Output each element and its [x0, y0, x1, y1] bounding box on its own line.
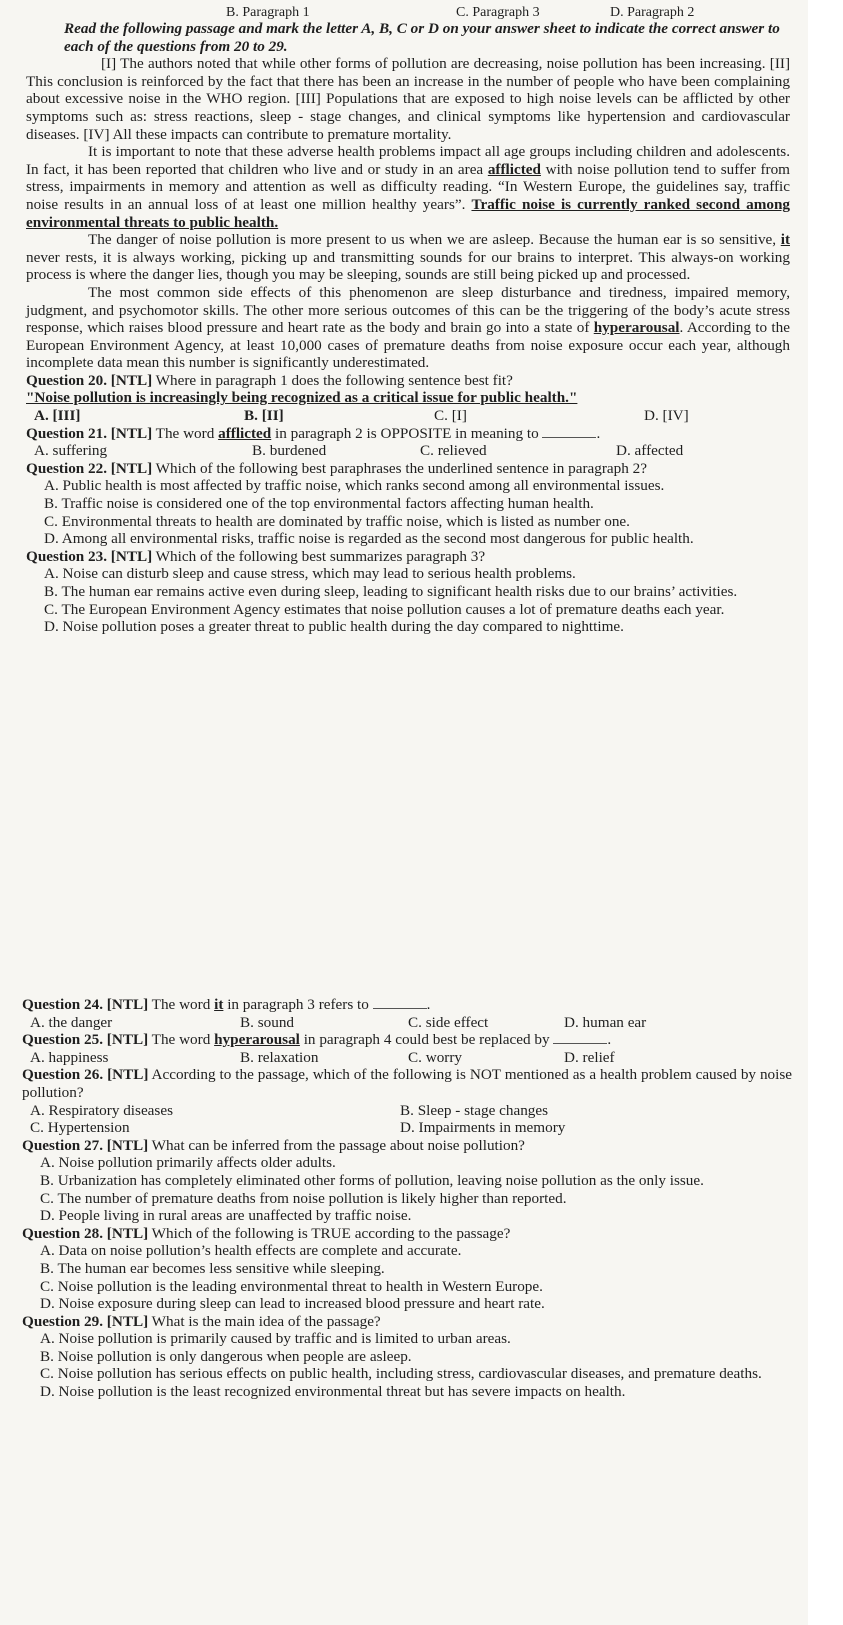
- q20-head: Question 20. [NTL]: [26, 371, 153, 389]
- q27-text: What can be inferred from the passage about noise pollution?: [148, 1136, 525, 1154]
- q22-head: Question 22. [NTL]: [26, 459, 153, 477]
- q20-options: [26, 407, 790, 425]
- q25-text-b: in paragraph 4 could best be replaced by: [299, 1031, 550, 1049]
- q28-option-a[interactable]: A. Data on noise pollution’s health effects are complete and accurate.: [40, 1242, 462, 1260]
- q29-head: Question 29. [NTL]: [22, 1312, 149, 1330]
- p2-underlined-sentence: Traffic noise is currently ranked second among environmental threats to public health.: [26, 195, 790, 231]
- q29-option-d[interactable]: D. Noise pollution is the least recognized environmental threat but has severe impacts on health.: [40, 1383, 626, 1401]
- previous-question-options: [26, 6, 790, 20]
- q20-option-d[interactable]: D. [IV]: [644, 407, 689, 425]
- q26-option-d[interactable]: D. Impairments in memory: [400, 1119, 566, 1137]
- question-22: [26, 460, 790, 548]
- q29-option-c[interactable]: C. Noise pollution has serious effects on public health, including stress, cardiovascular diseases, and premature deaths.: [40, 1365, 762, 1383]
- p4-text-b: . According to the European Environment Agency, at least 10,000 cases of premature deaths from noise exposure occur each year, although incomplete data mean this number is significantly underestimated.: [26, 319, 790, 372]
- q29-option-a[interactable]: A. Noise pollution is primarily caused by traffic and is limited to urban areas.: [40, 1330, 511, 1348]
- q25-options: [22, 1049, 792, 1067]
- q29-text: What is the main idea of the passage?: [148, 1312, 381, 1330]
- q22-option-d[interactable]: D. Among all environmental risks, traffic noise is regarded as the second most dangerous for public health.: [44, 530, 694, 548]
- q21-head: Question 21. [NTL]: [26, 424, 153, 442]
- q27-option-c[interactable]: C. The number of premature deaths from noise pollution is likely higher than reported.: [40, 1189, 567, 1207]
- q28-option-d[interactable]: D. Noise exposure during sleep can lead to increased blood pressure and heart rate.: [40, 1295, 545, 1313]
- q22-text: Which of the following best paraphrases the underlined sentence in paragraph 2?: [152, 459, 647, 477]
- question-23: [26, 548, 790, 636]
- passage-paragraph-3: [26, 231, 790, 284]
- passage-paragraph-1: [I] The authors noted that while other forms of pollution are decreasing, noise pollution has been increasing. [II] This conclusion is reinforced by the fact that there has been an increase in the number of people who have been complaining about excessive noise in the WHO region. [III] Populations that are exposed to high noise levels can be afflicted by other symptoms such as: stress reactions, sleep - stage changes, and clinical symptoms like hypertension and cardiovascular diseases. [IV] All these impacts can contribute to premature mortality.: [26, 55, 790, 143]
- q22-option-b[interactable]: B. Traffic noise is considered one of the top environmental factors affecting human health.: [44, 495, 594, 513]
- q28-head: Question 28. [NTL]: [22, 1224, 149, 1242]
- q21-text-a: The word: [152, 424, 219, 442]
- question-27: [22, 1137, 792, 1225]
- q24-option-a[interactable]: A. the danger: [30, 1013, 113, 1031]
- q27-option-b[interactable]: B. Urbanization has completely eliminated other forms of pollution, leaving noise pollution as the only issue.: [40, 1171, 704, 1189]
- option-c: C. Paragraph 3: [456, 5, 540, 20]
- q24-text-b: in paragraph 3 refers to: [223, 996, 369, 1013]
- q25-option-a[interactable]: A. happiness: [30, 1048, 109, 1066]
- q21-option-a[interactable]: A. suffering: [34, 442, 108, 460]
- page-content-bottom: [22, 996, 792, 1401]
- q27-option-a[interactable]: A. Noise pollution primarily affects older adults.: [40, 1154, 336, 1172]
- q23-option-c[interactable]: C. The European Environment Agency estimates that noise pollution causes a lot of premature deaths each year.: [44, 600, 725, 618]
- q26-head: Question 26. [NTL]: [22, 1066, 149, 1084]
- q24-option-c[interactable]: C. side effect: [408, 1013, 489, 1031]
- q26-option-c[interactable]: C. Hypertension: [30, 1119, 130, 1137]
- q25-word: hyperarousal: [214, 1031, 300, 1049]
- option-b: B. Paragraph 1: [226, 5, 310, 20]
- q21-option-d[interactable]: D. affected: [616, 442, 684, 460]
- q20-option-b[interactable]: B. [II]: [244, 407, 284, 425]
- q21-option-b[interactable]: B. burdened: [252, 442, 327, 460]
- q24-text-a: The word: [148, 996, 215, 1013]
- q23-text: Which of the following best summarizes paragraph 3?: [152, 547, 486, 565]
- q25-option-b[interactable]: B. relaxation: [240, 1048, 319, 1066]
- q23-option-a[interactable]: A. Noise can disturb sleep and cause stress, which may lead to serious health problems.: [44, 565, 576, 583]
- instruction: Read the following passage and mark the letter A, B, C or D on your answer sheet to indicate the correct answer to each of the questions from 20 to 29.: [64, 20, 780, 55]
- p4-text-a: The most common side effects of this phenomenon are sleep disturbance and tiredness, impaired memory, judgment, and psychomotor skills. The other more serious outcomes of this can be the triggering of the body’s acute stress response, which raises blood pressure and heart rate as the body and brain go into a state of: [26, 283, 790, 337]
- p3-text-a: The danger of noise pollution is more present to us when we are asleep. Because the human ear is so sensitive,: [88, 231, 781, 249]
- q28-option-c[interactable]: C. Noise pollution is the leading environmental threat to health in Western Europe.: [40, 1277, 543, 1295]
- q26-option-a[interactable]: A. Respiratory diseases: [30, 1101, 173, 1119]
- q23-option-b[interactable]: B. The human ear remains active even during sleep, leading to significant health risks due to our brains’ activities.: [44, 583, 738, 600]
- q26-options-row-1: [22, 1102, 792, 1120]
- q21-blank: [542, 425, 596, 438]
- q25-head: Question 25. [NTL]: [22, 1031, 149, 1049]
- question-25: Question 25. [NTL] The word hyperarousal in paragraph 4 could best be replaced by . A. happiness B. relaxation C. worry D. relief: [22, 1031, 792, 1066]
- p2-text-a: It is important to note that these adverse health problems impact all age groups including children and adolescents. In fact, it has been reported that children who live and or study in an area: [26, 143, 790, 178]
- q26-option-b[interactable]: B. Sleep - stage changes: [400, 1101, 549, 1119]
- q26-text: According to the passage, which of the following is NOT mentioned as a health problem caused by noise pollution?: [22, 1066, 792, 1101]
- q21-text-b: in paragraph 2 is OPPOSITE in meaning to: [271, 424, 539, 442]
- q28-option-b[interactable]: B. The human ear becomes less sensitive while sleeping.: [40, 1259, 385, 1277]
- q26-options-row-2: [22, 1119, 792, 1137]
- q24-head: Question 24. [NTL]: [22, 996, 149, 1013]
- question-24: Question 24. [NTL] The word it in paragraph 3 refers to . A. the danger B. sound C. side effect D. human ear: [22, 996, 792, 1031]
- question-29: [22, 1313, 792, 1401]
- q23-head: Question 23. [NTL]: [26, 547, 153, 565]
- question-28: [22, 1225, 792, 1313]
- q29-option-b[interactable]: B. Noise pollution is only dangerous when people are asleep.: [40, 1347, 412, 1365]
- p4-hyperarousal-word: hyperarousal: [593, 319, 680, 337]
- p3-it-word: it: [780, 231, 790, 249]
- q24-option-b[interactable]: B. sound: [240, 1013, 295, 1031]
- q25-option-d[interactable]: D. relief: [564, 1048, 615, 1066]
- p2-afflicted-word: afflicted: [487, 160, 541, 178]
- question-20: [26, 372, 790, 425]
- q22-option-a[interactable]: A. Public health is most affected by traffic noise, which ranks second among all environmental issues.: [44, 477, 665, 495]
- q20-quote: "Noise pollution is increasingly being recognized as a critical issue for public health.": [26, 389, 578, 407]
- page-sheet-bottom: [0, 988, 808, 1625]
- q24-options: [22, 1014, 792, 1032]
- q20-option-a[interactable]: A. [III]: [34, 407, 81, 425]
- p3-text-b: never rests, it is always working, picking up and transmitting sounds for our brains to interpret. This always-on working process is where the danger lies, though you may be sleeping, sounds are still being picked up and processed.: [26, 248, 790, 284]
- q27-head: Question 27. [NTL]: [22, 1136, 149, 1154]
- q22-option-c[interactable]: C. Environmental threats to health are dominated by traffic noise, which is listed as number one.: [44, 512, 630, 530]
- q27-option-d[interactable]: D. People living in rural areas are unaffected by traffic noise.: [40, 1207, 412, 1225]
- page-content-top: [26, 6, 790, 636]
- option-d: D. Paragraph 2: [610, 5, 695, 20]
- q21-word: afflicted: [218, 424, 272, 442]
- question-26: [22, 1066, 792, 1136]
- passage-paragraph-4: [26, 284, 790, 372]
- question-21: Question 21. [NTL] The word afflicted in paragraph 2 is OPPOSITE in meaning to . A. suffering B. burdened C. relieved D. affected: [26, 425, 790, 460]
- q20-text: Where in paragraph 1 does the following sentence best fit?: [152, 371, 513, 389]
- q21-option-c[interactable]: C. relieved: [420, 442, 487, 460]
- p2-text-b: with noise pollution tend to suffer from stress, impairments in memory and attention as well as difficulty reading. “In Western Europe, the guidelines say, traffic noise results in an annual loss of at least one million healthy years”.: [26, 160, 790, 213]
- q25-option-c[interactable]: C. worry: [408, 1048, 462, 1066]
- passage-paragraph-2: [26, 143, 790, 231]
- q21-options: [26, 442, 790, 460]
- q23-option-d[interactable]: D. Noise pollution poses a greater threat to public health during the day compared to nighttime.: [44, 618, 624, 636]
- q24-word: it: [214, 996, 224, 1013]
- q24-blank: [373, 996, 427, 1009]
- q24-option-d[interactable]: D. human ear: [564, 1013, 647, 1031]
- q20-option-c[interactable]: C. [I]: [434, 407, 467, 425]
- reading-passage: [26, 55, 790, 372]
- q25-text-a: The word: [148, 1031, 215, 1049]
- q25-blank: [553, 1031, 607, 1044]
- q28-text: Which of the following is TRUE according to the passage?: [148, 1224, 511, 1242]
